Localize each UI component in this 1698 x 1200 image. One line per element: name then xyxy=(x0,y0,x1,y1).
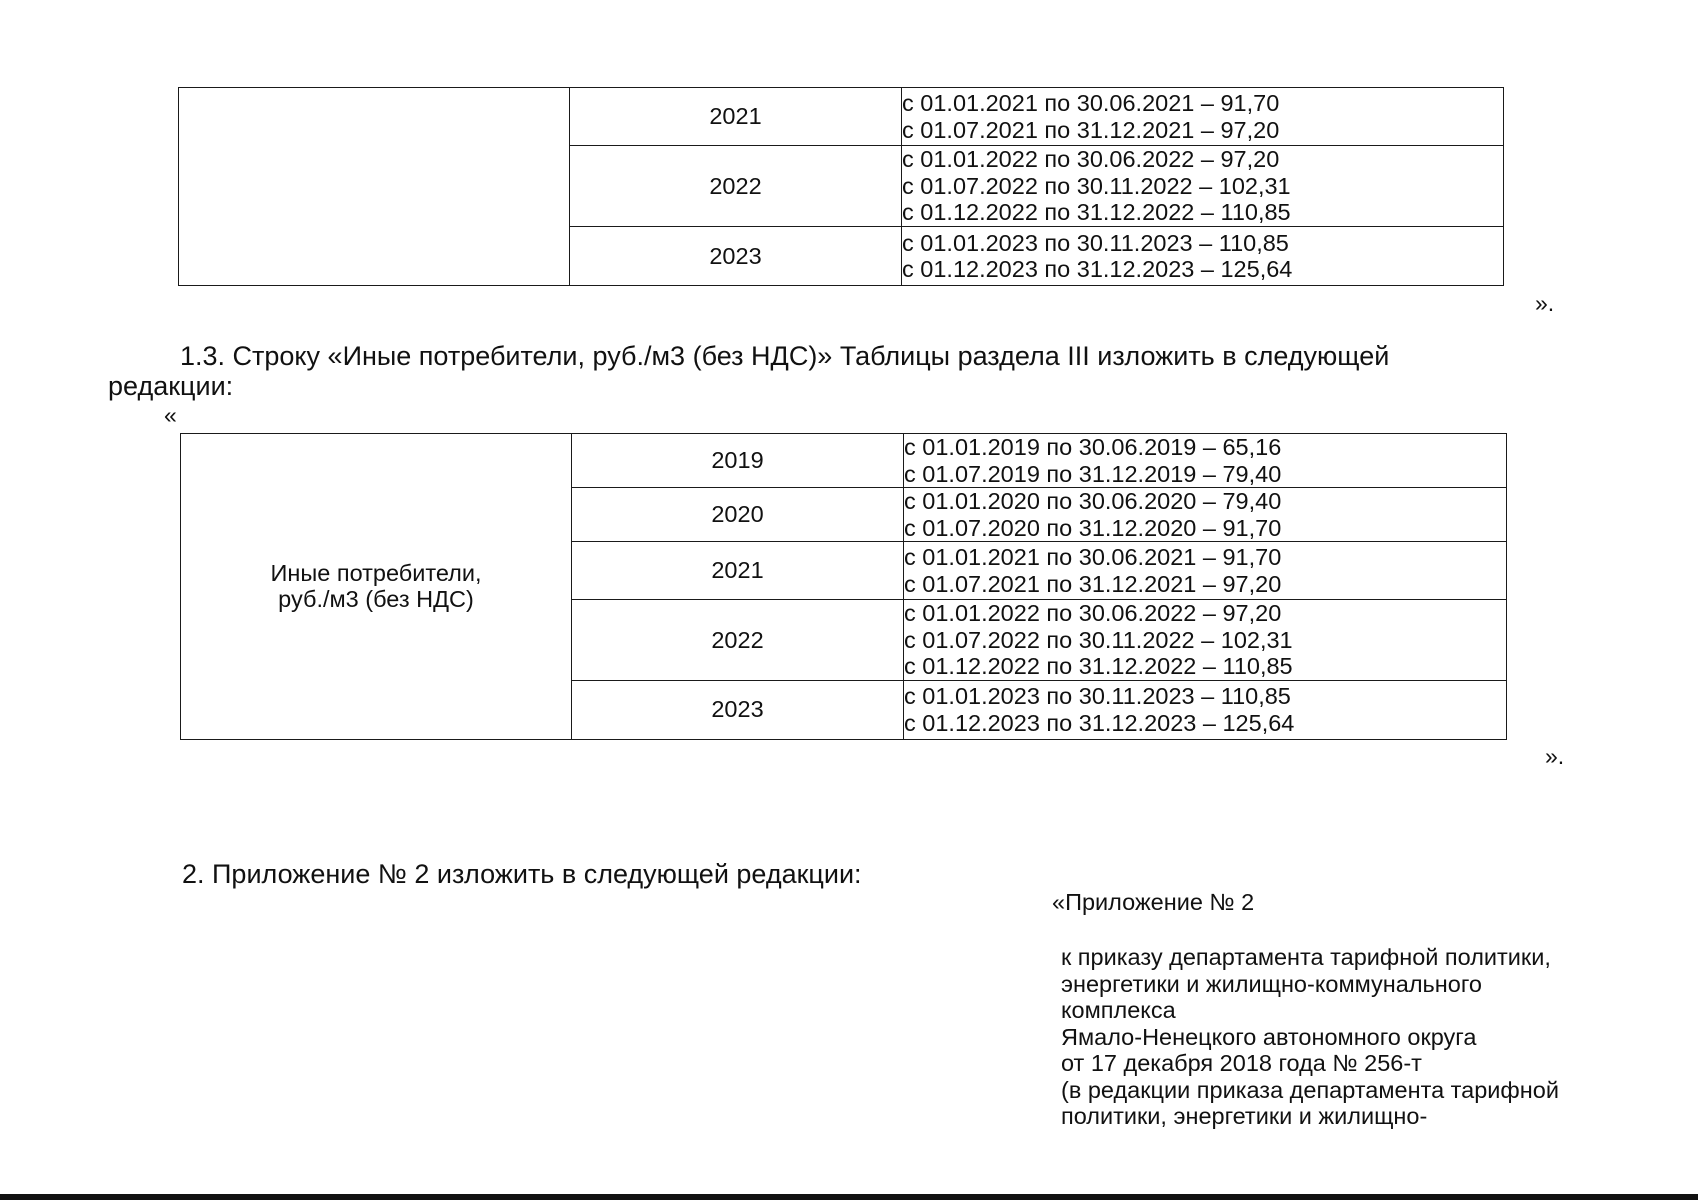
period-line: с 01.07.2021 по 31.12.2021 – 97,20 xyxy=(902,116,1280,143)
appendix-line: (в редакции приказа департамента тарифной xyxy=(1061,1076,1559,1103)
period-line: с 01.01.2023 по 30.11.2023 – 110,85 xyxy=(904,683,1291,709)
appendix-line: Ямало-Ненецкого автономного округа xyxy=(1061,1023,1477,1050)
period-line: с 01.01.2022 по 30.06.2022 – 97,20 xyxy=(902,146,1280,173)
paragraph-1-3-line-1: 1.3. Строку «Иные потребители, руб./м3 (без НДС)» Таблицы раздела III изложить в следующей xyxy=(180,341,1390,371)
period-line: с 01.01.2021 по 30.06.2021 – 91,70 xyxy=(902,90,1280,116)
period-line: с 01.07.2021 по 31.12.2021 – 97,20 xyxy=(904,570,1282,597)
year-cell: 2022 xyxy=(570,146,902,227)
periods-cell xyxy=(902,146,1504,227)
period-line: с 01.07.2019 по 31.12.2019 – 79,40 xyxy=(904,460,1282,487)
periods-cell xyxy=(904,488,1507,542)
appendix-line: от 17 декабря 2018 года № 256-т xyxy=(1061,1050,1422,1076)
period-line: с 01.12.2022 по 31.12.2022 – 110,85 xyxy=(902,199,1291,226)
year-cell: 2020 xyxy=(572,488,904,542)
period-line: с 01.01.2019 по 30.06.2019 – 65,16 xyxy=(904,434,1282,460)
tariff-table-other-consumers xyxy=(180,433,1507,740)
consumer-label-line: Иные потребители, xyxy=(270,560,482,587)
period-line: с 01.01.2023 по 30.11.2023 – 110,85 xyxy=(902,229,1289,256)
period-line: с 01.07.2022 по 30.11.2022 – 102,31 xyxy=(904,626,1293,653)
year-cell: 2019 xyxy=(572,434,904,488)
closing-quote-2: ». xyxy=(1545,743,1565,769)
year-cell: 2021 xyxy=(570,88,902,146)
period-line: с 01.12.2022 по 31.12.2022 – 110,85 xyxy=(904,653,1293,679)
consumer-label-line: руб./м3 (без НДС) xyxy=(278,586,474,613)
period-line: с 01.01.2021 по 30.06.2021 – 91,70 xyxy=(904,544,1282,570)
year-cell: 2021 xyxy=(572,542,904,600)
consumer-cell xyxy=(179,88,570,286)
period-line: с 01.01.2022 по 30.06.2022 – 97,20 xyxy=(904,600,1282,626)
appendix-line: политики, энергетики и жилищно- xyxy=(1061,1103,1428,1129)
periods-cell xyxy=(904,680,1507,739)
paragraph-2: 2. Приложение № 2 изложить в следующей редакции: xyxy=(182,859,862,889)
periods-cell xyxy=(904,600,1507,681)
period-line: с 01.01.2020 по 30.06.2020 – 79,40 xyxy=(904,488,1282,514)
period-line: с 01.12.2023 по 31.12.2023 – 125,64 xyxy=(902,256,1293,282)
appendix-line: к приказу департамента тарифной политики, xyxy=(1061,944,1551,970)
periods-cell xyxy=(902,88,1504,146)
year-cell: 2023 xyxy=(570,227,902,286)
periods-cell xyxy=(904,434,1507,488)
periods-cell xyxy=(904,542,1507,600)
year-cell: 2023 xyxy=(572,680,904,739)
page-bottom-edge xyxy=(0,1194,1698,1200)
period-line: с 01.07.2022 по 30.11.2022 – 102,31 xyxy=(902,172,1291,199)
period-line: с 01.12.2023 по 31.12.2023 – 125,64 xyxy=(904,709,1295,736)
closing-quote-1: ». xyxy=(1535,290,1555,316)
tariff-table-continuation xyxy=(178,87,1504,286)
period-line: с 01.07.2020 по 31.12.2020 – 91,70 xyxy=(904,514,1282,541)
opening-quote-2: « xyxy=(164,402,177,428)
year-cell: 2022 xyxy=(572,600,904,681)
appendix-title: «Приложение № 2 xyxy=(1052,889,1255,915)
consumer-cell xyxy=(181,434,572,740)
appendix-line: энергетики и жилищно-коммунального xyxy=(1061,970,1482,997)
appendix-line: комплекса xyxy=(1061,997,1176,1023)
table-row xyxy=(179,88,1504,146)
paragraph-1-3-line-2: редакции: xyxy=(108,371,234,401)
table-row xyxy=(181,434,1507,488)
appendix-reference xyxy=(1061,944,1559,1130)
periods-cell xyxy=(902,227,1504,286)
